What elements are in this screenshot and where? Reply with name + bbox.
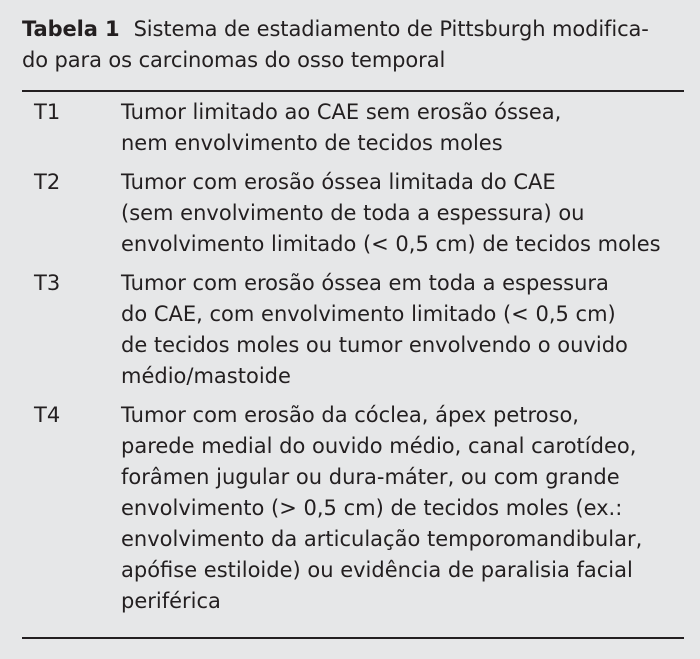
stage-code: T1 xyxy=(34,100,61,124)
table-title: Sistema de estadiamento de Pittsburgh modifica- do para os carcinomas do osso temporal xyxy=(22,17,649,72)
stage-description: Tumor com erosão óssea em toda a espessura do CAE, com envolvimento limitado (< 0,5 cm) de tecidos moles ou tumor envolvendo o ouvido médio/mastoide xyxy=(121,271,628,388)
stage-code: T2 xyxy=(34,170,61,194)
stage-description: Tumor limitado ao CAE sem erosão óssea, nem envolvimento de tecidos moles xyxy=(121,100,562,155)
table-row xyxy=(22,167,684,260)
table-row xyxy=(22,97,684,159)
stage-description: Tumor com erosão da cóclea, ápex petroso, parede medial do ouvido médio, canal carotídeo, forâmen jugular ou dura-máter, ou com grande envolvimento (> 0,5 cm) de tecidos moles (ex.: envolvimento da articulação temporomandibular, apófise estiloide) ou evidência de paralisia facial periférica xyxy=(121,403,643,613)
stage-code: T4 xyxy=(34,403,61,427)
stage-description: Tumor com erosão óssea limitada do CAE (sem envolvimento de toda a espessura) ou envolvimento limitado (< 0,5 cm) de tecidos moles xyxy=(121,170,661,256)
table-caption xyxy=(22,14,680,76)
table-body xyxy=(22,97,684,625)
table-row xyxy=(22,268,684,392)
stage-code: T3 xyxy=(34,271,61,295)
table-bottom-rule xyxy=(22,637,684,639)
table-top-rule xyxy=(22,90,684,92)
table-row xyxy=(22,400,684,617)
table-label: Tabela 1 xyxy=(22,17,120,41)
